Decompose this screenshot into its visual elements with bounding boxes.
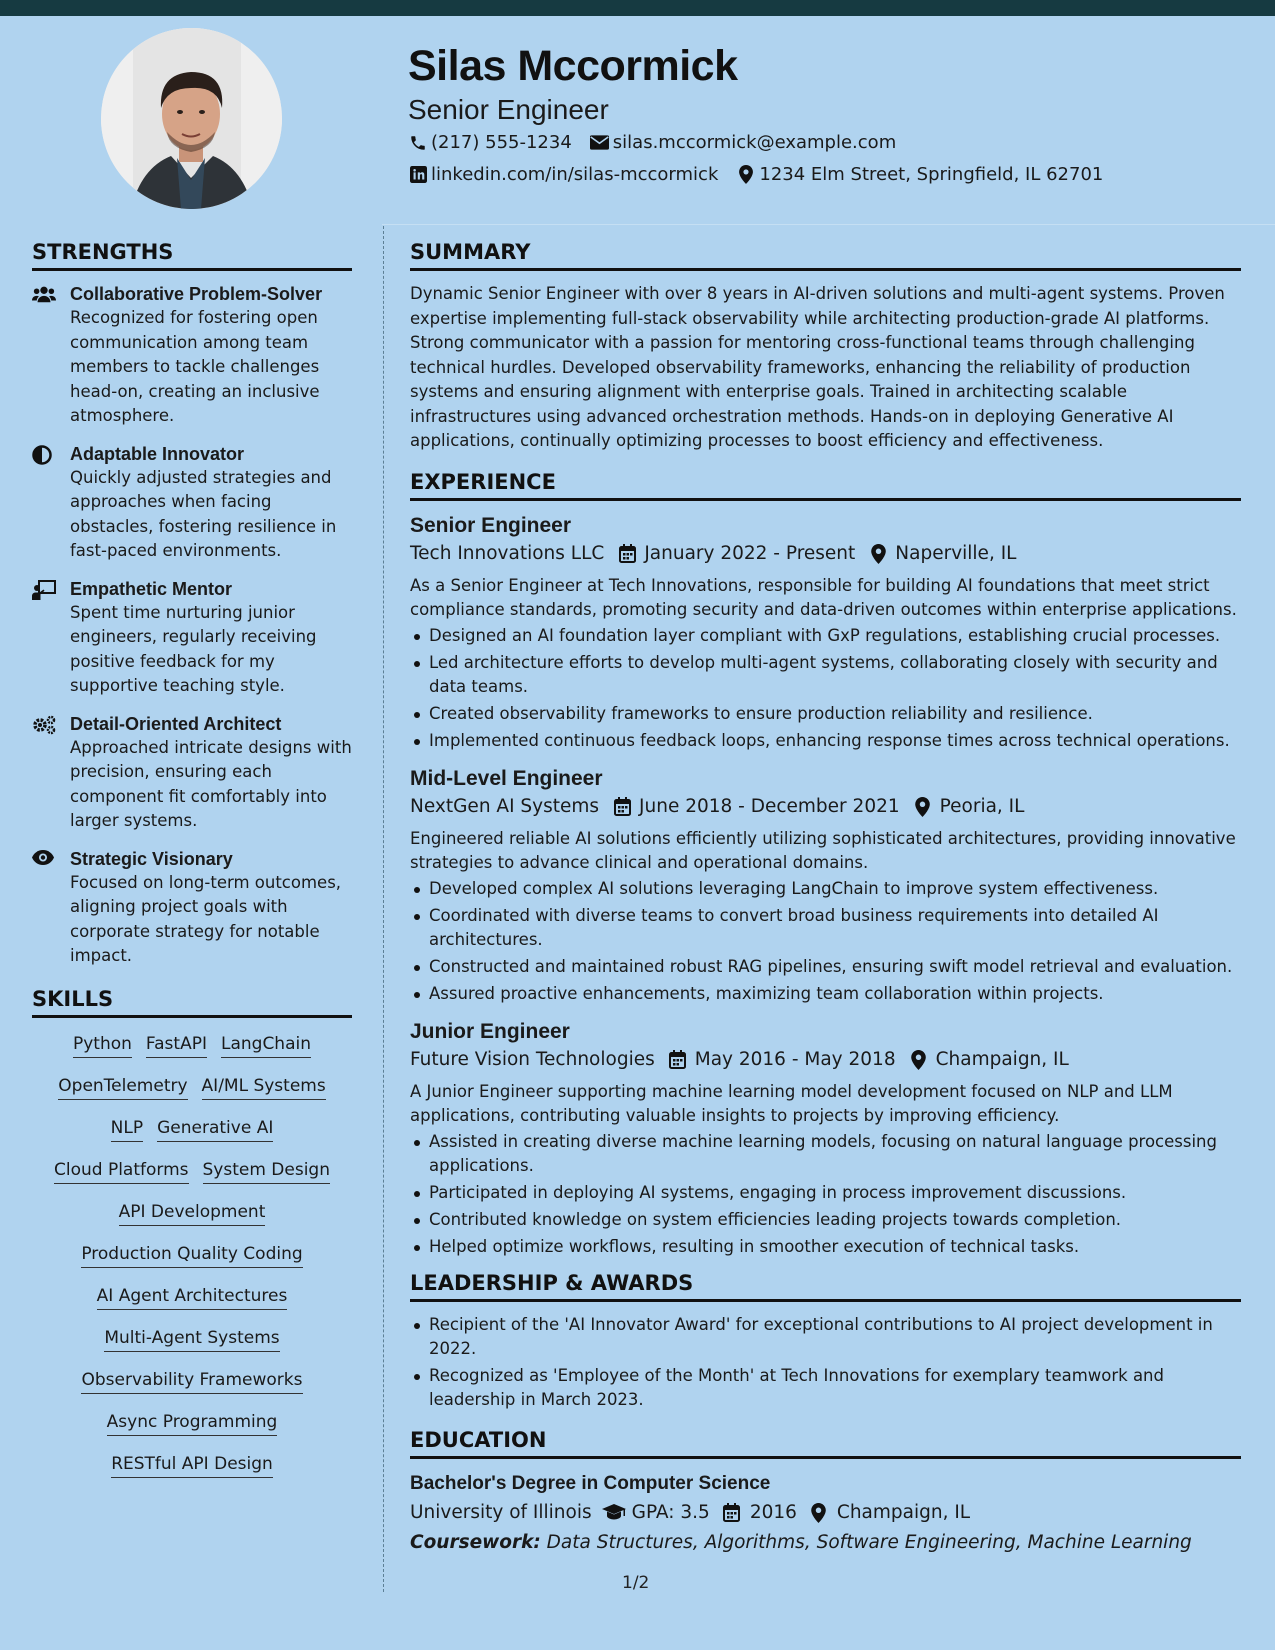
job-bullet: Created observability frameworks to ensure production reliability and resilience. [410,702,1241,726]
job-entry [410,1018,1241,1259]
skills-heading: SKILLS [32,987,352,1018]
linkedin-text: linkedin.com/in/silas-mccormick [431,164,719,185]
job-location: Champaign, IL [935,1048,1069,1070]
skill-tag: Multi-Agent Systems [104,1327,279,1352]
strength-desc: Focused on long-term outcomes, aligning project goals with corporate strategy for notable impact. [70,872,342,965]
page-number: 1/2 [622,1573,650,1593]
skill-tag: Production Quality Coding [81,1243,302,1268]
awards-list [410,1313,1241,1412]
skill-tag: LangChain [221,1033,311,1058]
strength-desc: Spent time nurturing junior engineers, regularly receiving positive feedback for my supportive teaching style. [70,602,317,695]
strength-item [32,577,352,699]
job-entry [410,512,1241,753]
calendar-icon [616,543,638,565]
award-item: Recognized as 'Employee of the Month' at Tech Innovations for exemplary teamwork and leadership in March 2023. [410,1364,1241,1412]
contact-row-1 [408,132,914,153]
job-description: As a Senior Engineer at Tech Innovations, responsible for building AI foundations that meet strict compliance standards, promoting security and data-driven outcomes within enterprise applications. [410,575,1237,619]
skill-tag: Async Programming [107,1411,278,1436]
job-title: Senior Engineer [410,513,572,537]
job-entry [410,765,1241,1006]
calendar-icon [667,1049,689,1071]
skill-tag: FastAPI [146,1033,207,1058]
gears-icon [32,712,70,834]
summary-heading: SUMMARY [410,240,1241,271]
job-title: Mid-Level Engineer [410,766,603,790]
strength-title: Detail-Oriented Architect [70,713,282,734]
strength-desc: Approached intricate designs with precision, ensuring each component fit comfortably into larger systems. [70,737,352,830]
school-name: University of Illinois [410,1501,592,1523]
coursework-text: Data Structures, Algorithms, Software Engineering, Machine Learning [546,1531,1192,1553]
skill-tag: RESTful API Design [111,1453,273,1478]
job-bullet: Constructed and maintained robust RAG pipelines, ensuring swift model retrieval and evaluation. [410,955,1241,979]
candidate-name: Silas Mccormick [408,42,738,90]
strength-item [32,847,352,969]
skill-tag: Generative AI [157,1117,273,1142]
job-bullet: Contributed knowledge on system efficiencies leading projects towards completion. [410,1208,1241,1232]
job-bullet: Led architecture efforts to develop multi-agent systems, collaborating closely with security and data teams. [410,651,1241,699]
top-accent-bar [0,0,1275,16]
map-marker-icon [736,165,756,185]
job-bullet: Assured proactive enhancements, maximizing team collaboration within projects. [410,982,1241,1006]
calendar-icon [720,1502,744,1524]
job-dates: June 2018 - December 2021 [639,795,900,817]
map-marker-icon [807,1502,831,1524]
awards-heading: LEADERSHIP & AWARDS [410,1271,1241,1302]
email-contact[interactable] [590,132,896,153]
skill-tag: AI Agent Architectures [97,1285,288,1310]
header-divider [382,224,1275,225]
job-bullet: Assisted in creating diverse machine learning models, focusing on natural language processing applications. [410,1130,1241,1178]
graduation-year: 2016 [749,1501,797,1523]
skill-tag: NLP [111,1117,143,1142]
skill-tag: Python [73,1033,132,1058]
linkedin-contact[interactable] [408,164,718,185]
job-description: A Junior Engineer supporting machine learning model development focused on NLP and LLM applications, contributing valuable insights to projects by improving efficiency. [410,1081,1173,1125]
contact-row-2 [408,164,1121,185]
experience-heading: EXPERIENCE [410,470,1241,501]
graduation-cap-icon [602,1502,626,1524]
skill-tag: AI/ML Systems [202,1075,326,1100]
gpa-text: GPA: 3.5 [631,1501,710,1523]
email-text: silas.mccormick@example.com [612,132,897,153]
strength-title: Empathetic Mentor [70,578,233,599]
job-company: Tech Innovations LLC [410,542,605,564]
phone-icon [408,133,428,153]
right-column [410,240,1241,1558]
map-marker-icon [908,1049,930,1071]
strength-title: Adaptable Innovator [70,443,245,464]
job-bullet: Designed an AI foundation layer compliant with GxP regulations, establishing crucial processes. [410,624,1241,648]
candidate-role: Senior Engineer [408,94,609,125]
profile-photo [101,28,282,209]
job-meta [410,1046,1241,1074]
job-description: Engineered reliable AI solutions efficiently utilizing sophisticated architectures, providing innovative strategies to advance clinical and operational domains. [410,828,1236,872]
job-bullet: Coordinated with diverse teams to convert broad business requirements into detailed AI architectures. [410,904,1241,952]
school-location: Champaign, IL [836,1501,971,1523]
job-dates: January 2022 - Present [644,542,856,564]
skill-tag: Observability Frameworks [81,1369,302,1394]
strengths-heading: STRENGTHS [32,240,352,271]
job-bullet: Developed complex AI solutions leveraging LangChain to improve system effectiveness. [410,877,1241,901]
job-meta [410,793,1241,821]
job-location: Peoria, IL [939,795,1025,817]
strength-title: Collaborative Problem-Solver [70,284,323,304]
strength-item [32,442,352,564]
map-marker-icon [912,796,934,818]
map-marker-icon [867,543,889,565]
job-bullets [410,1130,1241,1259]
left-column [32,240,352,1495]
skill-tag: System Design [203,1159,331,1184]
skill-tag: Cloud Platforms [54,1159,189,1184]
coursework-line [410,1528,1241,1558]
job-bullets [410,877,1241,1006]
skill-tag: API Development [119,1201,266,1226]
skills-list [32,1029,352,1495]
job-dates: May 2016 - May 2018 [694,1048,896,1070]
job-company: Future Vision Technologies [410,1048,655,1070]
phone-contact[interactable] [408,132,572,153]
linkedin-icon [408,165,428,185]
job-title: Junior Engineer [410,1019,570,1043]
job-company: NextGen AI Systems [410,795,600,817]
strength-desc: Recognized for fostering open communication among team members to tackle challenges head-on, creating an inclusive atmosphere. [70,308,320,425]
job-location: Naperville, IL [895,542,1017,564]
skill-tag: OpenTelemetry [58,1075,187,1100]
eye-icon [32,847,70,969]
summary-text: Dynamic Senior Engineer with over 8 years in AI-driven solutions and multi-agent systems. Proven expertise implementing full-stack observability while architecting production-grade AI platforms. Strong communicator with a passion for mentoring cross-functional teams through challenging technical hurdles. Developed observability frameworks, enhancing the reliability of production systems and ensuring alignment with enterprise goals. Trained in architecting scalable infrastructures using advanced orchestration methods. Hands-on in deploying Generative AI applications, continually optimizing processes to boost efficiency and effectiveness. [410,284,1225,450]
strength-item [32,282,352,429]
degree-title: Bachelor's Degree in Computer Science [410,1472,771,1494]
job-bullets [410,624,1241,753]
job-meta [410,540,1241,568]
users-icon [32,282,70,429]
chalkboard-teacher-icon [32,577,70,699]
column-divider [383,226,384,1592]
strength-title: Strategic Visionary [70,848,233,869]
address-contact [736,164,1103,185]
job-bullet: Implemented continuous feedback loops, enhancing response times across technical operations. [410,729,1241,753]
half-circle-icon [32,442,70,564]
education-meta [410,1498,1241,1528]
strength-desc: Quickly adjusted strategies and approaches when facing obstacles, fostering resilience in fast-paced environments. [70,467,337,560]
job-bullet: Helped optimize workflows, resulting in smoother execution of technical tasks. [410,1235,1241,1259]
envelope-icon [590,133,610,153]
job-bullet: Participated in deploying AI systems, engaging in process improvement discussions. [410,1181,1241,1205]
coursework-label: Coursework: [410,1531,541,1553]
address-text: 1234 Elm Street, Springfield, IL 62701 [759,164,1104,185]
calendar-icon [611,796,633,818]
phone-text: (217) 555-1234 [431,132,572,153]
education-heading: EDUCATION [410,1428,1241,1459]
strength-item [32,712,352,834]
award-item: Recipient of the 'AI Innovator Award' for exceptional contributions to AI project development in 2022. [410,1313,1241,1361]
